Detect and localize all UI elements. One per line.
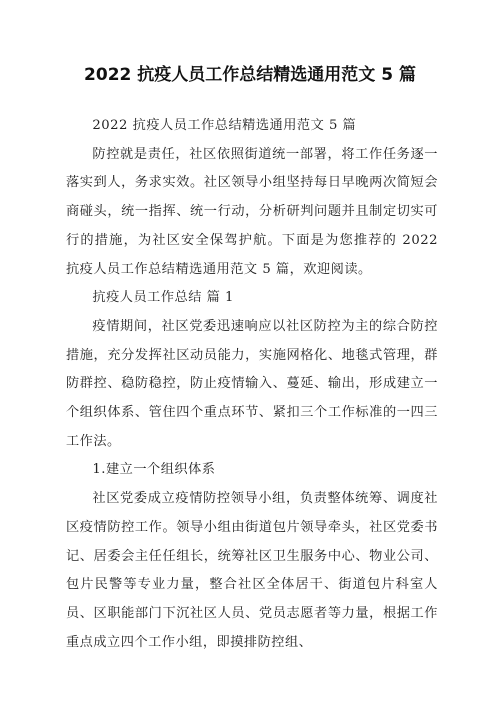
paragraph-organization: 社区党委成立疫情防控领导小组，负责整体统筹、调度社区疫情防控工作。领导小组由街道包片领导牵头，社区党委书记、居委会主任任组长，统筹社区卫生服务中心、物业公司、包片民警等专业力量，整合社区全体居干、街道包片科室人员、区职能部门下沉社区人员、党员志愿者等力量，根据工作重点成立四个工作小组，即摸排防控组、 (66, 491, 438, 650)
section-heading: 抗疫人员工作总结 篇 1 (92, 290, 234, 306)
document-body (66, 112, 438, 657)
subsection-heading: 1.建立一个组织体系 (92, 462, 216, 478)
document-title: 2022 抗疫人员工作总结精选通用范文 5 篇 (84, 65, 416, 85)
paragraph-overview: 疫情期间，社区党委迅速响应以社区防控为主的综合防控措施，充分发挥社区动员能力，实施网格化、地毯式管理，群防群控、稳防稳控，防止疫情输入、蔓延、输出，形成建立一个组织体系、管住四个重点环节、紧扣三个工作标准的一四三工作法。 (66, 318, 438, 449)
paragraph-intro: 防控就是责任，社区依照街道统一部署，将工作任务逐一落实到人，务求实效。社区领导小组坚持每日早晚两次简短会商碰头，统一指挥、统一行动，分析研判问题并且制定切实可行的措施，为社区安全保驾护航。下面是为您推荐的 2022 抗疫人员工作总结精选通用范文 5 篇，欢迎阅读。 (66, 146, 438, 277)
paragraph-subtitle: 2022 抗疫人员工作总结精选通用范文 5 篇 (92, 118, 357, 133)
